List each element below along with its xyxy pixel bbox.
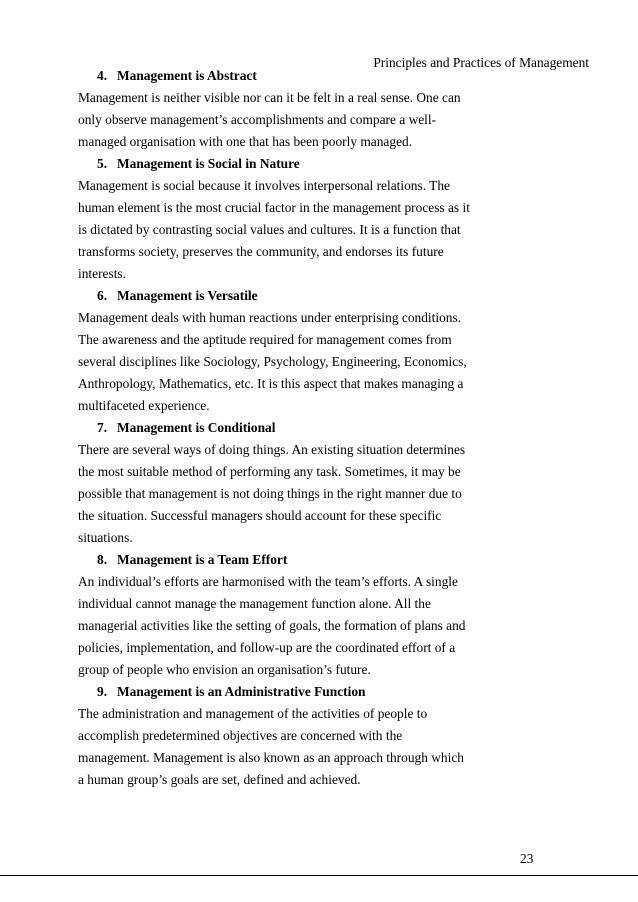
section-number: 6. (97, 287, 108, 303)
section-body: Management deals with human reactions under enterprising conditions. The awareness and the aptitude required for management comes from several disciplines like Sociology, Psychology, Engineering, Economics, Anthropology, Mathematics, etc. It is this aspect that makes managing a multifaceted experience. (78, 309, 467, 414)
page-number: 23 (520, 851, 534, 866)
section-title: Management is Versatile (117, 287, 258, 303)
section-body: Management is social because it involves interpersonal relations. The human element is the most crucial factor in the management process as it is dictated by contrasting social values and cultures. It is a function that transforms society, preserves the community, and endorses its future interests. (78, 177, 470, 282)
section-heading (78, 155, 478, 173)
section-body: There are several ways of doing things. An existing situation determines the most suitable method of performing any task. Sometimes, it may be possible that management is not doing things in the right manner due to the situation. Successful managers should account for these specific situations. (78, 441, 466, 546)
footer-divider (0, 875, 638, 876)
section-number: 5. (97, 155, 108, 171)
section-heading (78, 419, 478, 437)
section-management-is-versatile (78, 287, 478, 418)
section-heading (78, 683, 478, 701)
section-title: Management is Abstract (117, 68, 257, 83)
section-management-is-social (78, 155, 478, 286)
running-header: Principles and Practices of Management (373, 55, 589, 70)
section-management-is-administrative (78, 683, 478, 792)
section-number: 7. (97, 419, 108, 435)
section-management-is-conditional (78, 419, 478, 550)
section-number: 8. (97, 551, 108, 567)
section-heading (78, 551, 478, 569)
section-management-is-abstract (78, 67, 478, 154)
section-body: The administration and management of the activities of people to accomplish predetermined objectives are concerned with the management. Management is also known as an approach through which a human group’s goals are set, defined and achieved. (78, 705, 464, 788)
section-title: Management is Conditional (117, 419, 276, 435)
section-title: Management is a Team Effort (117, 551, 288, 567)
section-title: Management is an Administrative Function (117, 683, 366, 699)
section-heading (78, 287, 478, 305)
section-heading (78, 67, 478, 85)
section-title: Management is Social in Nature (117, 155, 300, 171)
page-content (78, 67, 478, 792)
section-number: 4. (97, 68, 108, 83)
section-number: 9. (97, 683, 108, 699)
section-body: Management is neither visible nor can it be felt in a real sense. One can only observe management’s accomplishments and compare a well- managed organisation with one that has been poorly managed. (78, 90, 461, 150)
section-management-is-team-effort (78, 551, 478, 682)
section-body: An individual’s efforts are harmonised with the team’s efforts. A single individual cannot manage the management function alone. All the managerial activities like the setting of goals, the formation of plans and policies, implementation, and follow-up are the coordinated effort of a group of people who envision an organisation’s future. (78, 573, 466, 678)
